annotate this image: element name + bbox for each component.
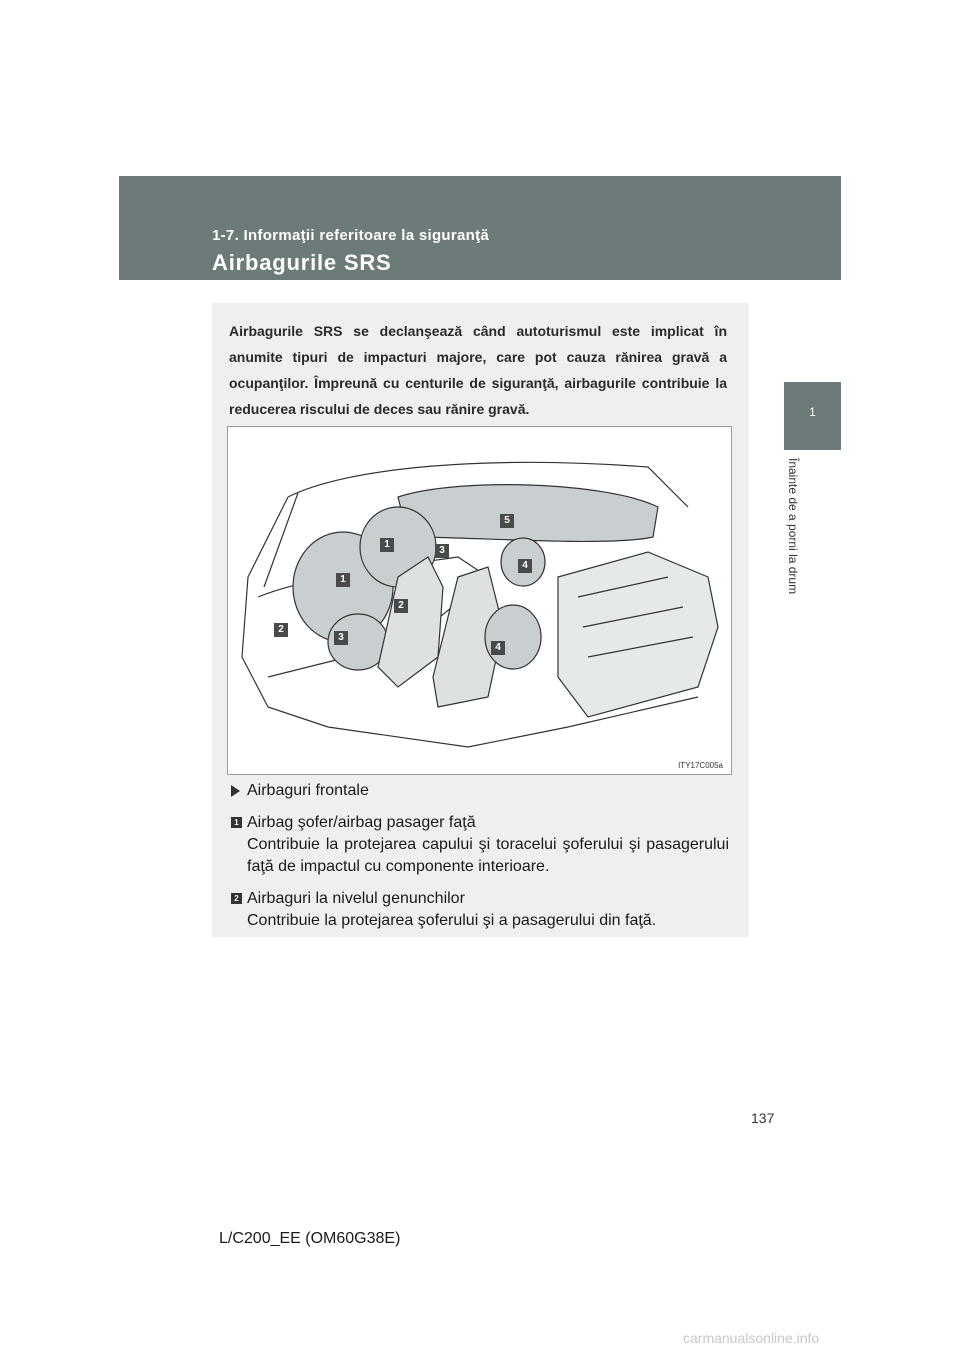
chapter-tab-number: 1 xyxy=(784,382,841,450)
page-title: Airbagurile SRS xyxy=(212,250,392,275)
list-item xyxy=(231,812,729,834)
number-box-icon: 2 xyxy=(231,893,242,904)
figure-tag-2a: 2 xyxy=(394,599,408,613)
page-number: 137 xyxy=(751,1110,775,1126)
airbag-list xyxy=(231,780,729,932)
watermark: carmanualsonline.info xyxy=(683,1330,820,1346)
triangle-bullet-icon xyxy=(231,785,240,797)
figure-tag-2b: 2 xyxy=(274,623,288,637)
section-title: 1-7. Informaţii referitoare la siguranţă xyxy=(212,227,490,244)
figure-tag-4b: 4 xyxy=(491,641,505,655)
intro-text: Airbagurile SRS se declanşează când autoturismul este implicat în anumite tipuri de impacturi majore, care pot cauza rănirea gravă a ocupanţilor. Împreună cu centurile de siguranţă, airbagurile contribuie la reducerea riscului de deces sau rănire gravă. xyxy=(229,323,727,417)
figure-code: ITY17C005a xyxy=(678,761,723,770)
figure-tag-5: 5 xyxy=(500,514,514,528)
list-heading xyxy=(231,780,729,802)
figure-tag-4a: 4 xyxy=(518,559,532,573)
list-item-title: Airbaguri la nivelul genunchilor xyxy=(247,890,465,907)
model-code: L/C200_EE (OM60G38E) xyxy=(219,1230,401,1247)
list-heading-text: Airbaguri frontale xyxy=(247,782,369,799)
chapter-tab-label-text: Înainte de a porni la drum xyxy=(786,458,800,595)
list-item-desc: Contribuie la protejarea capului şi toracelui şoferului şi pasagerului faţă de impactul cu componente interioare. xyxy=(247,836,729,875)
figure-tag-3a: 3 xyxy=(435,544,449,558)
figure-tag-1a: 1 xyxy=(380,538,394,552)
list-item xyxy=(231,888,729,910)
airbag-illustration xyxy=(227,426,732,775)
figure-tag-1b: 1 xyxy=(336,573,350,587)
figure-tag-3b: 3 xyxy=(334,631,348,645)
list-item-desc: Contribuie la protejarea şoferului şi a pasagerului din faţă. xyxy=(247,912,657,929)
car-interior-drawing xyxy=(228,427,731,774)
chapter-tab-label xyxy=(783,458,803,628)
number-box-icon: 1 xyxy=(231,817,242,828)
list-item-title: Airbag şofer/airbag pasager faţă xyxy=(247,814,476,831)
